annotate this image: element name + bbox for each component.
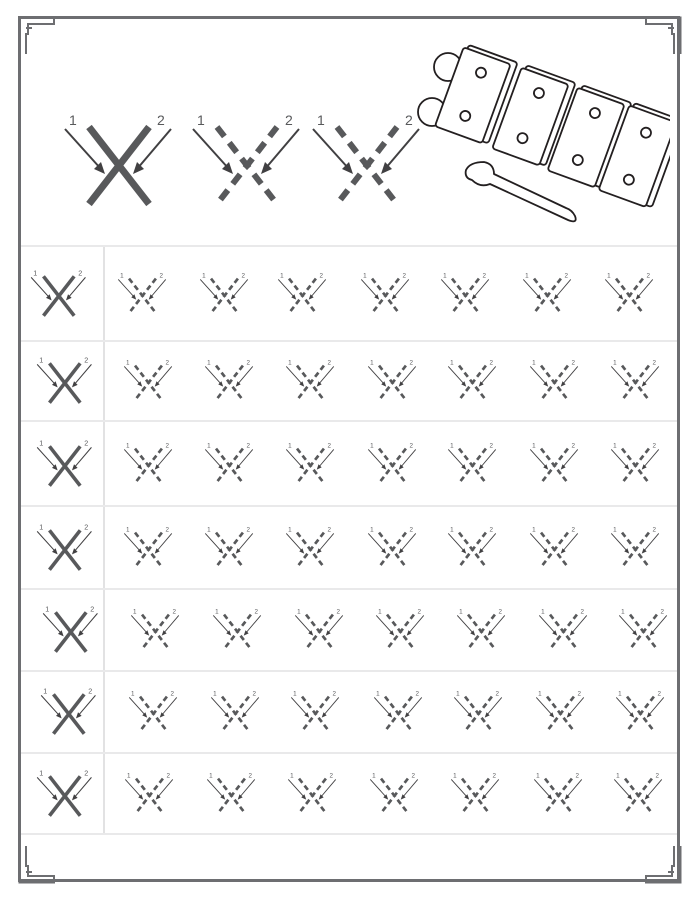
trace-letter-x[interactable] (610, 688, 666, 736)
trace-letter-x[interactable] (205, 688, 261, 736)
trace-letter-x[interactable] (201, 770, 257, 818)
svg-text:2: 2 (411, 772, 415, 780)
svg-text:1: 1 (280, 272, 284, 280)
svg-text:1: 1 (39, 768, 44, 777)
svg-text:1: 1 (120, 272, 124, 280)
letter-x-dashed-icon (524, 357, 580, 405)
letter-x-dashed-icon (533, 606, 589, 654)
svg-text:1: 1 (532, 526, 536, 534)
svg-text:2: 2 (495, 690, 499, 698)
svg-text:2: 2 (657, 690, 661, 698)
model-letter-x (30, 767, 94, 821)
corner-ornament-bottom-left (18, 844, 58, 884)
letter-x-dashed-icon (205, 688, 261, 736)
column-divider (103, 672, 105, 752)
svg-text:1: 1 (69, 112, 77, 128)
letter-x-dashed-icon (118, 440, 174, 488)
letter-x-dashed-icon (194, 270, 250, 318)
svg-text:1: 1 (39, 438, 44, 447)
trace-letter-x[interactable] (533, 606, 589, 654)
letter-x-dashed-icon (448, 688, 504, 736)
trace-letter-x[interactable] (207, 606, 263, 654)
svg-text:1: 1 (363, 272, 367, 280)
letter-x-dashed-icon (362, 440, 418, 488)
letter-x-dashed-icon (201, 770, 257, 818)
svg-text:1: 1 (618, 690, 622, 698)
practice-row (21, 752, 677, 835)
letter-x-dashed-icon (362, 357, 418, 405)
trace-letter-x[interactable] (280, 440, 336, 488)
letter-x-dashed-icon (285, 688, 341, 736)
svg-text:1: 1 (378, 608, 382, 616)
svg-text:2: 2 (327, 359, 331, 367)
letter-x-dashed-icon (605, 524, 661, 572)
svg-text:1: 1 (616, 772, 620, 780)
letter-x-dashed-icon (112, 270, 168, 318)
svg-text:1: 1 (450, 526, 454, 534)
svg-text:2: 2 (157, 112, 165, 128)
letter-x-dashed-icon (199, 357, 255, 405)
practice-row (21, 670, 677, 752)
svg-text:2: 2 (571, 442, 575, 450)
svg-text:2: 2 (246, 359, 250, 367)
trace-letter-x[interactable] (199, 440, 255, 488)
svg-text:2: 2 (652, 442, 656, 450)
svg-text:1: 1 (621, 608, 625, 616)
svg-text:2: 2 (415, 690, 419, 698)
svg-text:1: 1 (290, 772, 294, 780)
letter-x-dashed-icon (207, 606, 263, 654)
corner-ornament-bottom-right (642, 844, 682, 884)
svg-text:2: 2 (489, 359, 493, 367)
trace-letter-x[interactable] (524, 524, 580, 572)
svg-text:1: 1 (126, 359, 130, 367)
svg-text:2: 2 (246, 442, 250, 450)
trace-letter-x[interactable] (362, 440, 418, 488)
letter-x-dashed-icon (445, 770, 501, 818)
trace-letter-x[interactable] (118, 524, 174, 572)
model-letter-x (30, 354, 94, 408)
svg-text:2: 2 (165, 442, 169, 450)
letter-x-dashed-icon (608, 770, 664, 818)
xylophone-illustration (410, 40, 670, 225)
svg-text:1: 1 (45, 605, 50, 614)
letter-x-solid-icon (30, 354, 94, 408)
letter-x-dashed-icon (118, 524, 174, 572)
letter-x-dashed-icon (355, 270, 411, 318)
svg-text:1: 1 (443, 272, 447, 280)
svg-text:1: 1 (525, 272, 529, 280)
svg-text:2: 2 (646, 272, 650, 280)
svg-text:1: 1 (541, 608, 545, 616)
svg-text:2: 2 (165, 526, 169, 534)
svg-text:1: 1 (607, 272, 611, 280)
letter-x-dashed-icon (289, 606, 345, 654)
trace-letter-x[interactable] (435, 270, 491, 318)
svg-text:1: 1 (126, 526, 130, 534)
svg-text:2: 2 (580, 608, 584, 616)
svg-text:2: 2 (165, 359, 169, 367)
svg-text:2: 2 (332, 690, 336, 698)
svg-text:1: 1 (370, 359, 374, 367)
svg-text:2: 2 (571, 526, 575, 534)
svg-text:2: 2 (170, 690, 174, 698)
svg-text:1: 1 (459, 608, 463, 616)
column-divider (103, 507, 105, 588)
svg-text:2: 2 (241, 272, 245, 280)
letter-x-dashed-icon (605, 357, 661, 405)
letter-x-dashed-icon (199, 440, 255, 488)
svg-text:1: 1 (613, 359, 617, 367)
svg-text:2: 2 (409, 442, 413, 450)
trace-letter-x[interactable] (368, 688, 424, 736)
trace-letter-x[interactable] (355, 270, 411, 318)
svg-text:2: 2 (409, 526, 413, 534)
svg-text:1: 1 (538, 690, 542, 698)
svg-text:2: 2 (498, 608, 502, 616)
svg-text:2: 2 (285, 112, 293, 128)
svg-text:2: 2 (652, 526, 656, 534)
letter-x-dashed-icon (368, 688, 424, 736)
letter-x-dashed-icon (524, 440, 580, 488)
letter-x-dashed-icon (613, 606, 669, 654)
svg-text:1: 1 (288, 526, 292, 534)
column-divider (103, 247, 105, 340)
letter-x-dashed-icon (442, 357, 498, 405)
trace-letter-x[interactable] (445, 770, 501, 818)
svg-text:1: 1 (532, 359, 536, 367)
svg-text:2: 2 (577, 690, 581, 698)
practice-row (21, 420, 677, 505)
svg-text:2: 2 (159, 272, 163, 280)
trace-letter-x[interactable] (528, 770, 584, 818)
svg-text:2: 2 (327, 442, 331, 450)
letter-x-dashed-icon (517, 270, 573, 318)
svg-text:2: 2 (172, 608, 176, 616)
letter-x-dashed-icon (179, 109, 304, 214)
trace-letter-x[interactable] (442, 357, 498, 405)
trace-letter-x[interactable] (605, 524, 661, 572)
trace-letter-x[interactable] (280, 524, 336, 572)
letter-x-dashed-icon (442, 440, 498, 488)
svg-text:1: 1 (207, 526, 211, 534)
letter-x-solid-icon (30, 767, 94, 821)
svg-text:2: 2 (88, 687, 93, 696)
svg-text:1: 1 (613, 526, 617, 534)
svg-text:2: 2 (489, 442, 493, 450)
svg-text:2: 2 (489, 526, 493, 534)
demo-letter-x-dashed (299, 109, 424, 214)
xylophone-icon (410, 40, 670, 225)
demo-letter-x-solid (51, 109, 176, 214)
letter-x-dashed-icon (435, 270, 491, 318)
svg-text:2: 2 (482, 272, 486, 280)
practice-row (21, 340, 677, 420)
svg-text:2: 2 (564, 272, 568, 280)
trace-letter-x[interactable] (370, 606, 426, 654)
svg-text:2: 2 (319, 272, 323, 280)
demo-letter-x-dashed (179, 109, 304, 214)
letter-x-dashed-icon (118, 357, 174, 405)
svg-text:1: 1 (197, 112, 205, 128)
svg-text:1: 1 (33, 268, 38, 277)
trace-letter-x[interactable] (605, 440, 661, 488)
svg-text:2: 2 (575, 772, 579, 780)
svg-text:1: 1 (370, 526, 374, 534)
svg-text:2: 2 (409, 359, 413, 367)
trace-letter-x[interactable] (530, 688, 586, 736)
letter-x-solid-icon (51, 109, 176, 214)
trace-letter-x[interactable] (364, 770, 420, 818)
letter-x-dashed-icon (442, 524, 498, 572)
trace-letter-x[interactable] (605, 357, 661, 405)
trace-letter-x[interactable] (272, 270, 328, 318)
svg-text:2: 2 (78, 268, 83, 277)
svg-text:2: 2 (571, 359, 575, 367)
practice-row (21, 588, 677, 670)
letter-x-dashed-icon (280, 357, 336, 405)
trace-letter-x[interactable] (199, 524, 255, 572)
letter-x-dashed-icon (272, 270, 328, 318)
svg-text:1: 1 (127, 772, 131, 780)
svg-text:1: 1 (370, 442, 374, 450)
svg-text:1: 1 (288, 442, 292, 450)
letter-x-dashed-icon (282, 770, 338, 818)
svg-text:1: 1 (536, 772, 540, 780)
trace-letter-x[interactable] (118, 440, 174, 488)
svg-text:1: 1 (215, 608, 219, 616)
letter-x-dashed-icon (524, 524, 580, 572)
trace-letter-x[interactable] (199, 357, 255, 405)
column-divider (103, 754, 105, 833)
letter-x-dashed-icon (364, 770, 420, 818)
svg-text:1: 1 (126, 442, 130, 450)
svg-text:2: 2 (84, 768, 89, 777)
practice-row (21, 505, 677, 588)
svg-text:1: 1 (372, 772, 376, 780)
svg-text:2: 2 (660, 608, 664, 616)
trace-letter-x[interactable] (517, 270, 573, 318)
letter-x-dashed-icon (451, 606, 507, 654)
svg-text:2: 2 (405, 112, 413, 128)
trace-letter-x[interactable] (362, 524, 418, 572)
svg-text:2: 2 (655, 772, 659, 780)
svg-text:1: 1 (297, 608, 301, 616)
svg-text:2: 2 (336, 608, 340, 616)
svg-text:1: 1 (133, 608, 137, 616)
letter-x-dashed-icon (599, 270, 655, 318)
trace-letter-x[interactable] (285, 688, 341, 736)
letter-x-solid-icon (24, 267, 88, 321)
letter-x-solid-icon (34, 685, 98, 739)
trace-letter-x[interactable] (280, 357, 336, 405)
letter-x-dashed-icon (605, 440, 661, 488)
trace-letter-x[interactable] (119, 770, 175, 818)
svg-text:2: 2 (84, 522, 89, 531)
letter-x-dashed-icon (528, 770, 584, 818)
svg-text:1: 1 (131, 690, 135, 698)
model-letter-x (34, 685, 98, 739)
letter-x-dashed-icon (280, 524, 336, 572)
trace-letter-x[interactable] (289, 606, 345, 654)
svg-text:1: 1 (288, 359, 292, 367)
trace-letter-x[interactable] (599, 270, 655, 318)
trace-letter-x[interactable] (112, 270, 168, 318)
svg-text:2: 2 (327, 526, 331, 534)
svg-text:2: 2 (254, 608, 258, 616)
svg-text:1: 1 (317, 112, 325, 128)
trace-letter-x[interactable] (524, 440, 580, 488)
svg-text:2: 2 (652, 359, 656, 367)
svg-text:2: 2 (166, 772, 170, 780)
trace-letter-x[interactable] (362, 357, 418, 405)
svg-text:1: 1 (39, 522, 44, 531)
svg-text:2: 2 (84, 438, 89, 447)
letter-x-dashed-icon (530, 688, 586, 736)
trace-letter-x[interactable] (194, 270, 250, 318)
trace-letter-x[interactable] (608, 770, 664, 818)
svg-text:1: 1 (209, 772, 213, 780)
letter-x-solid-icon (36, 603, 100, 657)
trace-letter-x[interactable] (442, 524, 498, 572)
practice-row (21, 245, 677, 340)
column-divider (103, 342, 105, 420)
svg-text:1: 1 (376, 690, 380, 698)
model-letter-x (30, 521, 94, 575)
trace-letter-x[interactable] (282, 770, 338, 818)
svg-text:2: 2 (246, 526, 250, 534)
svg-text:1: 1 (453, 772, 457, 780)
trace-letter-x[interactable] (123, 688, 179, 736)
svg-text:2: 2 (492, 772, 496, 780)
letter-x-dashed-icon (199, 524, 255, 572)
letter-x-dashed-icon (362, 524, 418, 572)
svg-text:2: 2 (329, 772, 333, 780)
svg-text:1: 1 (43, 687, 48, 696)
trace-letter-x[interactable] (448, 688, 504, 736)
svg-text:2: 2 (252, 690, 256, 698)
practice-grid (21, 245, 677, 835)
model-letter-x (36, 603, 100, 657)
model-letter-x (24, 267, 88, 321)
letter-x-solid-icon (30, 521, 94, 575)
svg-text:1: 1 (39, 356, 44, 365)
svg-text:2: 2 (84, 356, 89, 365)
svg-text:1: 1 (293, 690, 297, 698)
svg-text:2: 2 (417, 608, 421, 616)
svg-text:2: 2 (90, 605, 95, 614)
letter-x-dashed-icon (119, 770, 175, 818)
letter-x-dashed-icon (299, 109, 424, 214)
trace-letter-x[interactable] (524, 357, 580, 405)
model-letter-x (30, 437, 94, 491)
letter-x-dashed-icon (370, 606, 426, 654)
svg-text:1: 1 (450, 359, 454, 367)
letter-x-dashed-icon (280, 440, 336, 488)
svg-text:1: 1 (207, 359, 211, 367)
letter-x-solid-icon (30, 437, 94, 491)
letter-x-dashed-icon (125, 606, 181, 654)
svg-text:1: 1 (207, 442, 211, 450)
letter-x-dashed-icon (610, 688, 666, 736)
svg-text:1: 1 (456, 690, 460, 698)
svg-text:2: 2 (248, 772, 252, 780)
trace-letter-x[interactable] (125, 606, 181, 654)
letter-x-dashed-icon (123, 688, 179, 736)
svg-text:1: 1 (532, 442, 536, 450)
svg-text:2: 2 (402, 272, 406, 280)
trace-letter-x[interactable] (118, 357, 174, 405)
column-divider (103, 590, 105, 670)
trace-letter-x[interactable] (451, 606, 507, 654)
column-divider (103, 422, 105, 505)
svg-text:1: 1 (213, 690, 217, 698)
svg-text:1: 1 (450, 442, 454, 450)
trace-letter-x[interactable] (442, 440, 498, 488)
svg-text:1: 1 (613, 442, 617, 450)
svg-text:1: 1 (202, 272, 206, 280)
trace-letter-x[interactable] (613, 606, 669, 654)
